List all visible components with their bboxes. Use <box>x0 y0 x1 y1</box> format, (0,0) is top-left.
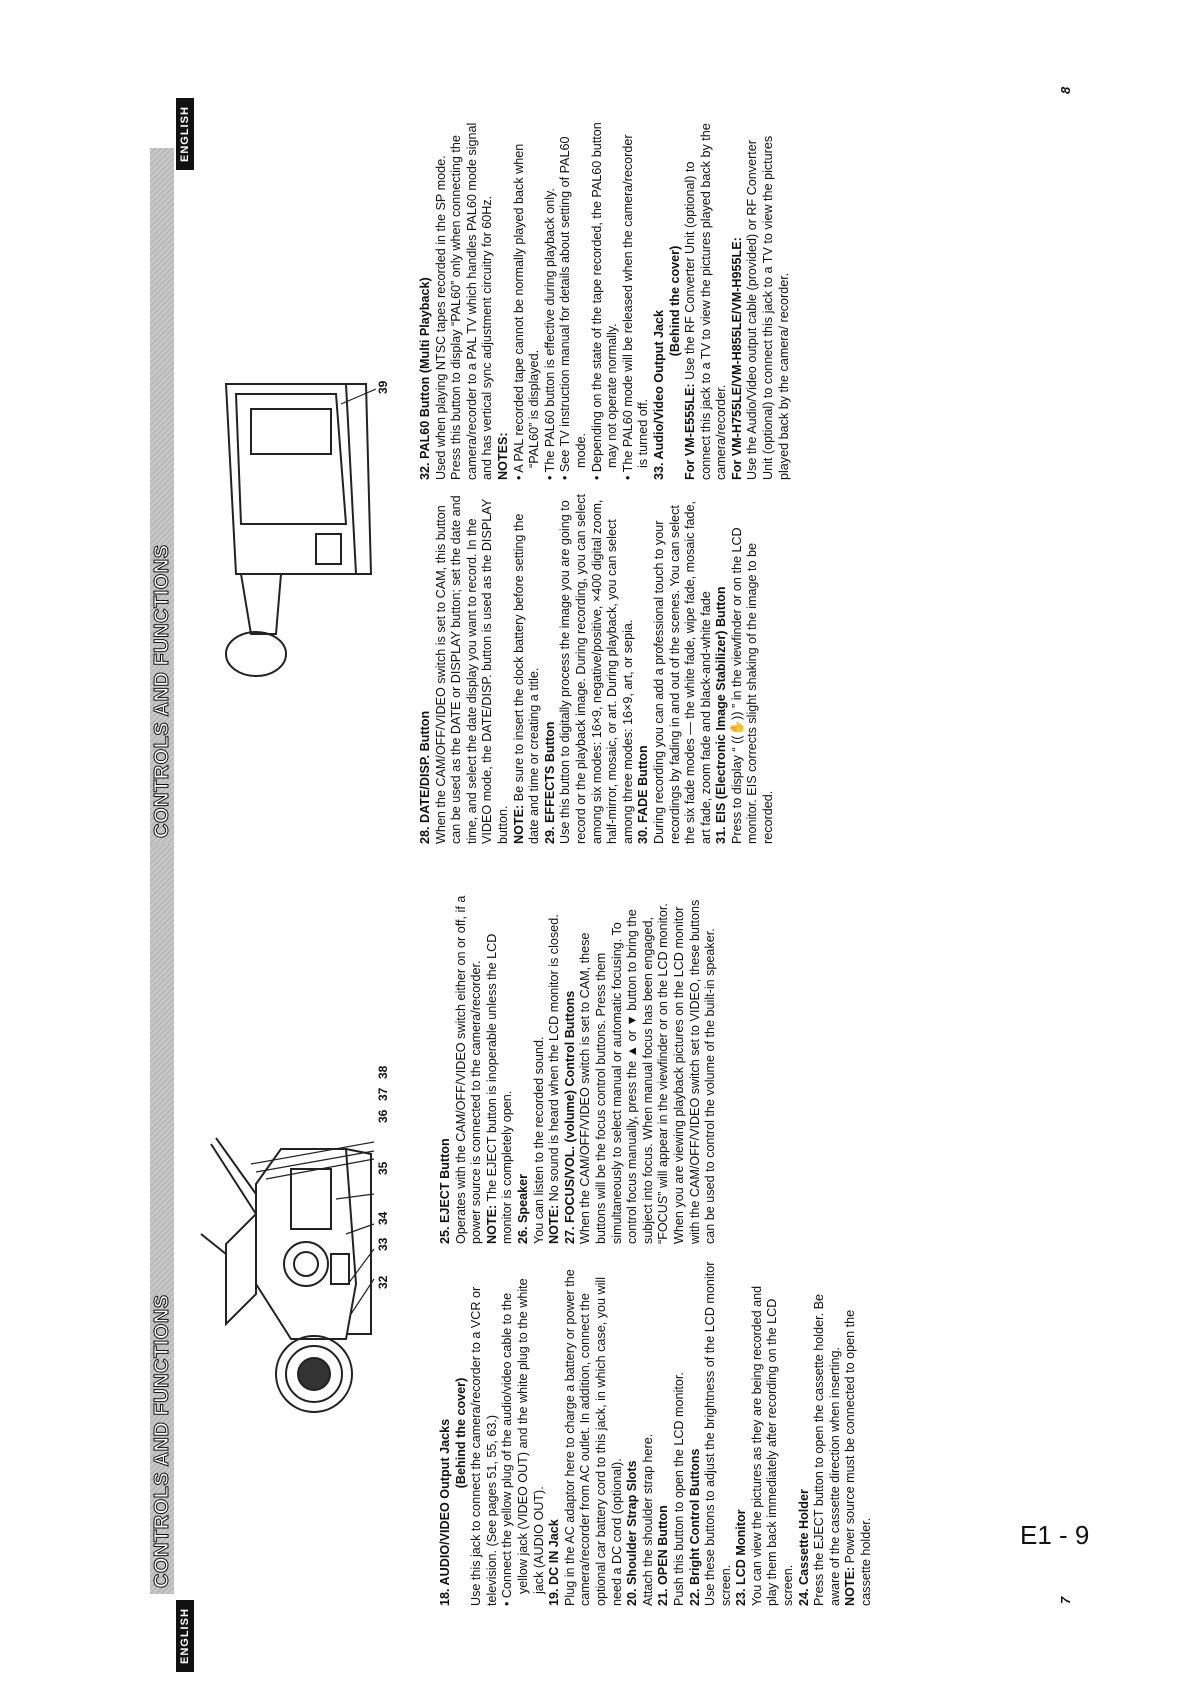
model-text: Use the RF Converter Unit (optional) to connect this jack to a TV to view the pictures played back by the camera/recorder. <box>683 123 729 480</box>
item-31-text: Press to display “ ((✋)) ” in the viewfinder or on the LCD monitor. EIS corrects slight shaking of the image to be recorded. <box>729 527 776 844</box>
notes-label: NOTES: <box>495 432 510 480</box>
item-30-title: 30. FADE Button <box>636 745 651 844</box>
item-29-title: 29. EFFECTS Button <box>542 721 557 844</box>
note-item: • A PAL recorded tape cannot be normally played back when “PAL60” is displayed. <box>511 143 542 480</box>
item-33-text-1 <box>683 122 730 480</box>
item-24-note <box>843 1260 874 1606</box>
note-item: • The PAL60 mode will be released when the camera/recorder is turned off. <box>620 134 651 480</box>
callout-39: 39 <box>376 380 390 394</box>
text-column-1 <box>438 1260 875 1606</box>
item-22-text: Use these buttons to adjust the brightness of the LCD monitor screen. <box>703 1261 733 1606</box>
item-23-text: You can view the pictures as they are being recorded and play them back immediately after recording on the LCD screen. <box>749 1285 796 1606</box>
note-label: NOTE: <box>484 1204 499 1244</box>
item-23-title: 23. LCD Monitor <box>734 1509 749 1606</box>
callout-37: 37 <box>376 1087 390 1101</box>
item-25-text: Operates with the CAM/OFF/VIDEO switch either on or off, if a power source is connected to the camera/recorder. <box>453 895 484 1244</box>
model-label: For VM-E555LE: <box>683 383 698 480</box>
item-32-text-1: Used when playing NTSC tapes recorded in the SP mode. <box>433 155 448 480</box>
item-26-text: You can listen to the recorded sound. <box>531 1036 546 1244</box>
note-item: • See TV instruction manual for details about setting of PAL60 mode. <box>558 136 588 480</box>
item-33-text-2: Use the Audio/Video output cable (provided) or RF Converter Unit (optional) to connect this jack to a TV to view the pictures played back by the camera/ recorder. <box>745 135 791 480</box>
item-21-text: Push this button to open the LCD monitor. <box>671 1372 686 1606</box>
item-33-title: 33. Audio/Video Output Jack <box>651 309 666 480</box>
item-26-note <box>547 894 563 1244</box>
text-column-3 <box>418 494 777 844</box>
item-32-text-2: Press this button to display “PAL60” only when connecting the camera/recorder to a PAL TV which handles PAL60 mode signal and has vertical sync adjustment circuitry for 60Hz. <box>449 122 495 480</box>
item-20-text: Attach the shoulder strap here. <box>640 1433 655 1606</box>
item-20-title: 20. Shoulder Strap Slots <box>625 1460 640 1606</box>
item-22-title: 22. Bright Control Buttons <box>687 1448 702 1606</box>
page-number-left: 7 <box>1058 1596 1073 1604</box>
callout-33: 33 <box>376 1237 390 1251</box>
section-title-left: CONTROLS AND FUNCTIONS <box>151 1294 173 1588</box>
item-19-text: Plug in the AC adaptor here to charge a battery or power the camera/recorder from AC outlet. In addition, connect the optional car battery cord to this jack, in which case, you will need a DC cord (optional). <box>562 1269 624 1606</box>
callout-38: 38 <box>376 1065 390 1079</box>
item-18-subtitle: (Behind the cover) <box>453 1377 468 1489</box>
note-label: NOTE: <box>843 1566 858 1606</box>
camcorder-side-illustration <box>196 374 376 684</box>
text-column-2 <box>438 894 719 1244</box>
section-banner-left <box>150 828 174 1594</box>
corner-page-label: E1 - 9 <box>1020 1520 1090 1550</box>
item-18-title: 18. AUDIO/VIDEO Output Jacks <box>438 1418 452 1606</box>
note-label: NOTE: <box>547 1204 562 1244</box>
section-banner-right <box>150 148 174 844</box>
section-title-right: CONTROLS AND FUNCTIONS <box>151 544 173 838</box>
item-27-title: 27. FOCUS/VOL. (volume) Control Buttons <box>562 990 577 1244</box>
model-label: For VM-H755LE/VM-H855LE/VM-H955LE: <box>729 237 744 480</box>
note-item: • The PAL60 button is effective during playback only. <box>542 188 557 480</box>
item-18-text: Use this jack to connect the camera/recorder to a VCR or television. (See pages 51, 55, 63.) <box>469 1286 499 1606</box>
item-21-title: 21. OPEN Button <box>656 1505 671 1606</box>
item-28-note <box>512 494 543 844</box>
note-item: • Depending on the state of the tape recorded, the PAL60 button may not operate normally. <box>589 122 620 480</box>
item-24-title: 24. Cassette Holder <box>796 1489 811 1606</box>
item-24-text: Press the EJECT button to open the cassette holder. Be aware of the cassette direction when inserting. <box>812 1293 842 1606</box>
note-text: No sound is heard when the LCD monitor is closed. <box>547 914 562 1205</box>
note-text: Power source must be connected to open the cassette holder. <box>843 1309 874 1606</box>
item-29-text: Use this button to digitally process the image you are going to record or the playback image. During recording, you can select among six modes: 16×9, negative/positive, ×400 digital zoom, half-mirror, mosaic, or art. During playback, you can select among three modes: 16×9, art, or sepia. <box>558 493 635 844</box>
text-column-4 <box>418 122 792 480</box>
item-32-title: 32. PAL60 Button (Multi Playback) <box>418 277 432 480</box>
item-25-note <box>485 894 516 1244</box>
note-text: The EJECT button is inoperable unless the LCD monitor is completely open. <box>484 933 515 1244</box>
callout-34: 34 <box>376 1211 390 1225</box>
callout-36: 36 <box>376 1109 390 1123</box>
note-text: Be sure to insert the clock battery before setting the date and time or creating a title. <box>511 513 542 844</box>
item-27-text: When the CAM/OFF/VIDEO switch is set to CAM, these buttons will be the focus control buttons. Press them simultaneously to select manual or automatic focusing. To control focus manually, press the ▲ or ▼ button to bring the subject into focus. When manual focus has been engaged, “FOCUS” will appear in the viewfinder or on the LCD monitor. When you are viewing playback pictures on the LCD monitor with the CAM/OFF/VIDEO switch set to VIDEO, these buttons can be used to control the volume of the built-in speaker. <box>578 899 718 1244</box>
item-25-title: 25. EJECT Button <box>438 1138 452 1244</box>
item-28-text: When the CAM/OFF/VIDEO switch is set to CAM, this button can be used as the DATE or DISPLAY button; set the date and time, and select the date display you want to record. In the VIDEO mode, the DATE/DISP. button is used as the DISPLAY button. <box>433 495 510 844</box>
language-tab-left: ENGLISH <box>176 1600 194 1672</box>
item-28-title: 28. DATE/DISP. Button <box>418 710 432 844</box>
page-number-right: 8 <box>1058 86 1073 94</box>
camcorder-front-illustration <box>196 1134 376 1434</box>
item-19-title: 19. DC IN Jack <box>547 1519 562 1606</box>
item-18-bullet: • Connect the yellow plug of the audio/video cable to the yellow jack (VIDEO OUT) and the white plug to the white jack (AUDIO OUT). <box>500 1278 546 1606</box>
item-31-title: 31. EIS (Electronic Image Stabilizer) Button <box>714 586 729 844</box>
item-33-subtitle: (Behind the cover) <box>667 245 682 357</box>
item-26-title: 26. Speaker <box>515 1173 530 1244</box>
note-label: NOTE: <box>511 804 526 844</box>
language-tab-right: ENGLISH <box>176 98 194 170</box>
callout-35: 35 <box>376 1161 390 1175</box>
callout-32: 32 <box>376 1275 390 1289</box>
callouts-left <box>376 969 392 1289</box>
item-30-text: During recording you can add a professional touch to your recordings by fading in and out of the scenes. You can select the six fade modes — the white fade, wipe fade, mosaic fade, art fade, zoom fade and black-and-white fade <box>651 500 713 844</box>
